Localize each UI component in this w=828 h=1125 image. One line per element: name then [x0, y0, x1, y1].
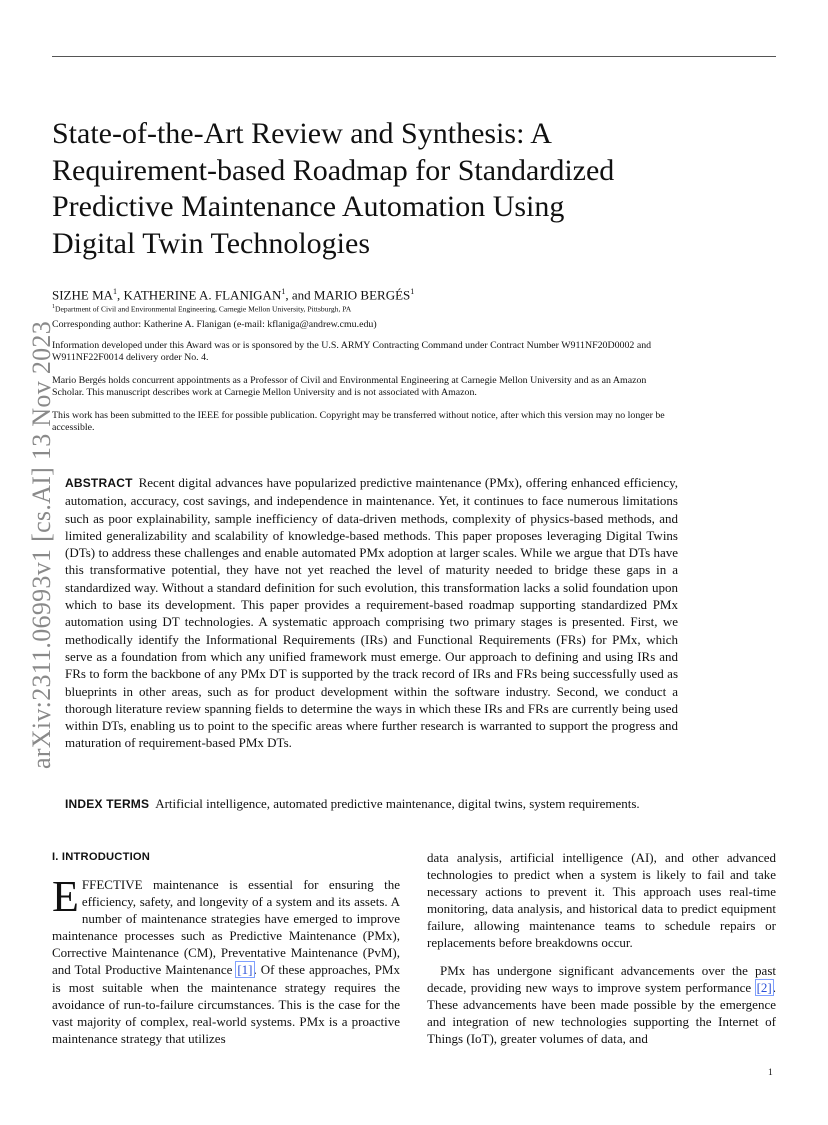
- author-name: SIZHE MA: [52, 287, 114, 303]
- section-heading: I. INTRODUCTION: [52, 851, 151, 863]
- author-list: [52, 287, 414, 303]
- title-line: State-of-the-Art Review and Synthesis: A: [52, 117, 552, 150]
- citation-link[interactable]: [1]: [237, 962, 253, 978]
- intro-text: PMx has undergone significant advancements over the past decade, providing new ways to improve system performance: [427, 962, 776, 995]
- affiliation-text: Department of Civil and Environmental Engineering, Carnegie Mellon University, Pittsburgh, PA: [55, 304, 352, 314]
- abstract-text: Recent digital advances have popularized predictive maintenance (PMx), offering enhanced efficiency, automation, accuracy, cost savings, and independence in maintenance. Yet, it continues to face numerous limitations such as poor explainability, sample inefficiency of data-driven methods, complexity of physics-based methods, and limited generalizability and scalability of knowledge-based methods. This paper proposes leveraging Digital Twins (DTs) to address these challenges and enable automated PMx adoption at larger scales. While we argue that DTs have this transformative potential, they have not yet reached the level of maturity needed to bridge these gaps in a standardized way. Without a standard definition for such evolution, this transformation lacks a solid foundation upon which to base its development. This paper provides a requirement-based roadmap supporting standardized PMx automation using DT technologies. A systematic approach comprising two primary stages is presented. First, we methodically identify the Informational Requirements (IRs) and Functional Requirements (FRs) for PMx, which serve as a foundation from which any unified framework must emerge. Our approach to defining and using IRs and FRs to form the backbone of any PMx DT is supported by the track record of IRs and FRs being successfully used as blueprints in other areas, such as for product development within the software industry. Second, we conduct a thorough literature review spanning fields to determine the ways in which these IRs and FRs are currently being used within DTs, enabling us to point to the specific areas where further research is warranted to support the progress and maturation of requirement-based PMx DTs.: [65, 475, 678, 751]
- affiliation-marker: 1: [281, 287, 286, 296]
- affiliation-marker: 1: [52, 304, 55, 310]
- intro-paragraph: [52, 872, 400, 1047]
- index-terms-label: INDEX TERMS: [65, 797, 150, 811]
- drop-cap: E: [52, 872, 79, 921]
- affiliation: [52, 304, 351, 314]
- index-terms: [65, 795, 678, 813]
- intro-text: FFECTIVE maintenance is essential for ensuring the efficiency, safety, and longevity of a system and its assets. A number of maintenance strategies have emerged to improve maintenance processes such as Predictive Maintenance (PMx), Corrective Maintenance (CM), Preventative Maintenance (PvM), and Total Productive Maintenance: [52, 877, 400, 978]
- author-separator: ,: [117, 287, 124, 303]
- intro-text: . Of these approaches, PMx is most suitable when the maintenance strategy requires the avoidance of run-to-failure circumstances. This is the case for the vast majority of complex, real-world systems. PMx is a proactive maintenance strategy that utilizes: [52, 962, 400, 1046]
- appointment-note: Mario Bergés holds concurrent appointments as a Professor of Civil and Environmental Engineering at Carnegie Mellon University and as an Amazon Scholar. This manuscript describes work at Carnegie Mellon University and is not associated with Amazon.: [52, 375, 647, 398]
- ieee-submission-note: This work has been submitted to the IEEE for possible publication. Copyright may be transferred without notice, after which this version may no longer be accessible.: [52, 410, 665, 433]
- affiliation-marker: 1: [113, 287, 118, 296]
- corresponding-author-note: Corresponding author: Katherine A. Flanigan (e-mail: kflaniga@andrew.cmu.edu): [52, 319, 377, 330]
- abstract: [65, 474, 678, 752]
- intro-text: . These advancements have been made possible by the emergence and integration of new technologies supporting the Internet of Things (IoT), greater volumes of data, and: [427, 979, 776, 1046]
- title-line: Requirement-based Roadmap for Standardized: [52, 153, 615, 187]
- intro-text: data analysis, artificial intelligence (AI), and other advanced technologies to predict when a system is likely to fail and take necessary actions to prevent it. This approach uses real-time monitoring, data analysis, and historical data to predict equipment failure, allowing maintenance teams to schedule repairs or replacements before breakdowns occur.: [427, 850, 776, 951]
- author-name: and MARIO BERGÉS: [291, 287, 411, 303]
- intro-paragraph: [427, 962, 776, 1047]
- author-name: KATHERINE A. FLANIGAN: [123, 287, 282, 303]
- author-separator: ,: [285, 287, 292, 303]
- abstract-label: ABSTRACT: [65, 476, 133, 490]
- intro-left-column: [52, 872, 400, 1047]
- title-line: Predictive Maintenance Automation Using: [52, 190, 565, 223]
- paper-title: [52, 116, 752, 262]
- header-rule: [52, 56, 776, 57]
- intro-paragraph: [427, 849, 776, 952]
- index-terms-text: Artificial intelligence, automated predictive maintenance, digital twins, system requirements.: [155, 796, 640, 811]
- page-number: 1: [768, 1068, 773, 1078]
- title-line: Digital Twin Technologies: [52, 226, 370, 260]
- funding-note: Information developed under this Award was or is sponsored by the U.S. ARMY Contracting Command under Contract Number W911NF20D0002 and W911NF22F0014 delivery order No. 4.: [52, 340, 652, 363]
- arxiv-identifier[interactable]: arXiv:2311.06993v1 [cs.AI] 13 Nov 2023: [27, 320, 56, 770]
- citation-link[interactable]: [2]: [756, 979, 772, 995]
- affiliation-marker: 1: [410, 287, 415, 296]
- intro-right-column: [427, 849, 776, 1047]
